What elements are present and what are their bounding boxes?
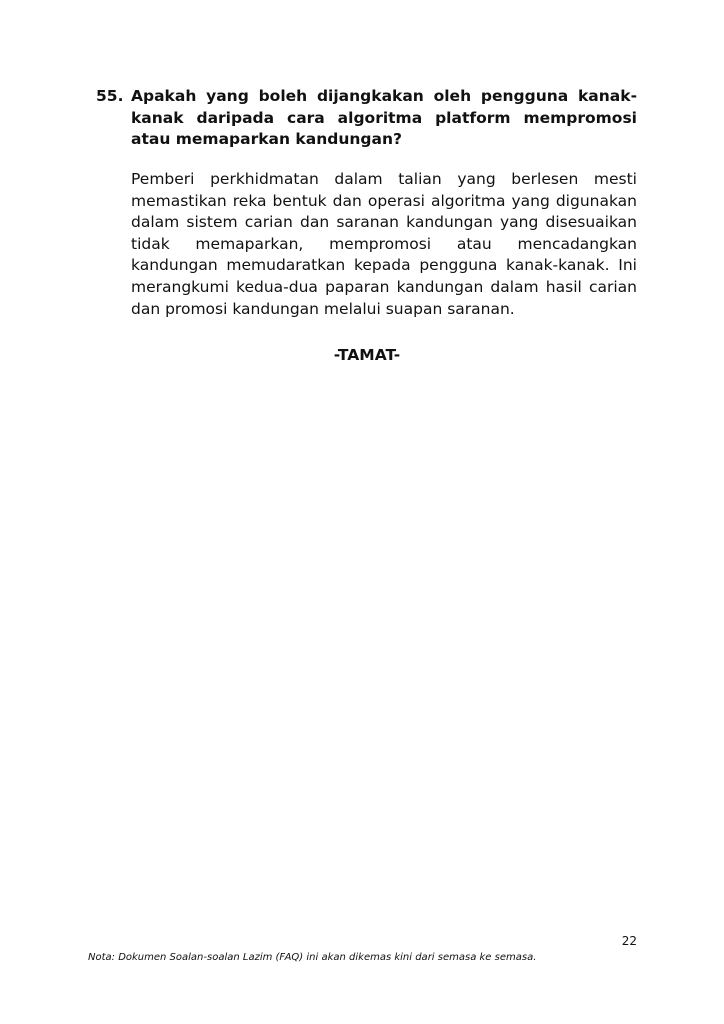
end-marker: -TAMAT-: [333, 346, 401, 364]
page-number: 22: [621, 934, 637, 948]
footnote: Nota: Dokumen Soalan-soalan Lazim (FAQ) ini akan dikemas kini dari semasa ke semasa.: [88, 952, 537, 963]
faq-question: [96, 86, 637, 151]
answer-paragraph: Pemberi perkhidmatan dalam talian yang berlesen mesti memastikan reka bentuk dan operasi algoritma yang digunakan dalam sistem carian dan saranan kandungan yang disesuaikan tidak memaparkan, mempromosi atau mencadangkan kandungan memudaratkan kepada pengguna kanak-kanak. Ini merangkumi kedua-dua paparan kandungan dalam hasil carian dan promosi kandungan melalui suapan saranan.: [131, 170, 637, 318]
question-number: 55.: [96, 87, 124, 105]
question-text: Apakah yang boleh dijangkakan oleh pengguna kanak-kanak daripada cara algoritma platform mempromosi atau memaparkan kandungan?: [131, 87, 637, 148]
